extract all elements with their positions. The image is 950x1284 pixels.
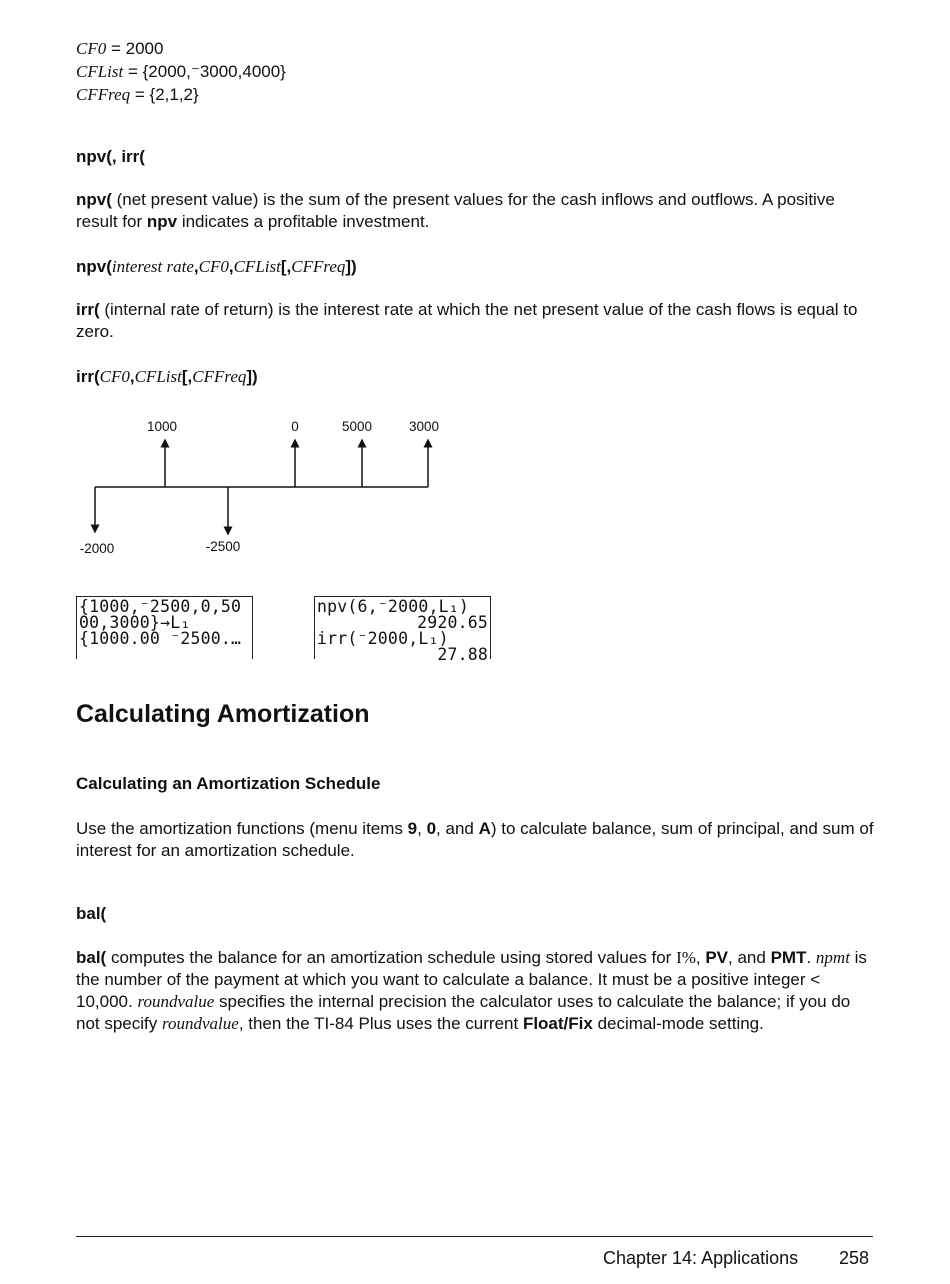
bal-text-7: , then the TI-84 Plus uses the current [238, 1014, 523, 1033]
cf0-definition [76, 38, 163, 60]
amortization-schedule-heading: Calculating an Amortization Schedule [76, 774, 381, 793]
irr-text: (internal rate of return) is the interest rate at which the net present value of the cash flows is equal to zero. [76, 300, 858, 341]
menu-key-0: 0 [426, 819, 437, 838]
cflist-definition [76, 61, 286, 83]
screen2-line-1: npv(6,⁻2000,L₁) [317, 597, 470, 616]
npv-arg-cflist: CFList [233, 257, 281, 276]
npv-comma-1: , [193, 257, 199, 276]
bal-roundvalue-2: roundvalue [162, 1014, 239, 1033]
npv-arg-rate: interest rate [111, 257, 194, 276]
irr-syntax-fn: irr( [76, 367, 100, 386]
bal-text-5: is the number of the payment at which you want to calculate a balance. It must be a positive integer < 10,000. [76, 948, 867, 1011]
irr-bracket-open: [, [181, 367, 193, 386]
label-1000: 1000 [146, 419, 178, 434]
npv-arg-cf0: CF0 [198, 257, 229, 276]
npv-description [76, 189, 876, 233]
bal-description [76, 947, 876, 1035]
label-0: 0 [291, 419, 299, 434]
bal-ipct: I% [676, 948, 696, 967]
bal-text-1: computes the balance for an amortization schedule using stored values for [106, 948, 677, 967]
irr-lead: irr( [76, 300, 100, 319]
bal-roundvalue-1: roundvalue [137, 992, 215, 1011]
screen2-line-4: 27.88 [437, 645, 488, 664]
irr-arg-cflist: CFList [134, 367, 182, 386]
footer-page-number: 258 [839, 1248, 870, 1268]
irr-close: ]) [246, 367, 258, 386]
bal-floatfix: Float/Fix [522, 1014, 593, 1033]
npv-text-1: (net present value) is the sum of the present values for the cash inflows and outflows. A positive result for [76, 190, 835, 231]
bal-lead: bal( [76, 948, 107, 967]
npv-irr-heading: npv(, irr( [76, 147, 145, 166]
calculator-screen-npv-irr [314, 596, 491, 664]
label-3000: 3000 [408, 419, 440, 434]
irr-description [76, 299, 876, 343]
label-5000: 5000 [341, 419, 373, 434]
bal-text-3: , and [728, 948, 771, 967]
amortization-heading: Calculating Amortization [76, 700, 370, 728]
screen1-line-1: {1000,⁻2500,0,50 [79, 597, 242, 616]
bal-pmt: PMT [770, 948, 807, 967]
schedule-text-2: , [417, 819, 427, 838]
npv-close: ]) [345, 257, 357, 276]
menu-key-a: A [478, 819, 491, 838]
cffreq-var: CFFreq [76, 85, 131, 104]
schedule-text-4: ) to calculate balance, sum of principal, and sum of interest for an amortization schedule. [76, 819, 874, 860]
screen1-line-2: 00,3000}→L₁ [79, 613, 191, 632]
bal-text-6: specifies the internal precision the calculator uses to calculate the balance; if you do not specify [76, 992, 851, 1033]
npv-syntax-fn: npv( [76, 257, 112, 276]
footer-rule [76, 1236, 873, 1237]
npv-comma-2: , [228, 257, 234, 276]
npv-arg-cffreq: CFFreq [291, 257, 346, 276]
npv-syntax [76, 256, 357, 278]
cf0-value: = 2000 [106, 39, 164, 58]
menu-key-9: 9 [407, 819, 418, 838]
label-neg-2000: -2000 [79, 541, 115, 556]
bal-heading: bal( [76, 904, 107, 923]
cflist-value: = {2000,⁻3000,4000} [123, 62, 286, 81]
footer-chapter: Chapter 14: Applications [603, 1248, 799, 1268]
bal-text-4: . [806, 948, 816, 967]
npv-text-2: indicates a profitable investment. [177, 212, 430, 231]
amortization-description [76, 818, 876, 862]
bal-text-2: , [695, 948, 706, 967]
schedule-text-1: Use the amortization functions (menu items [76, 819, 408, 838]
schedule-text-3: , and [436, 819, 479, 838]
irr-syntax [76, 366, 258, 388]
screen2-line-3: irr(⁻2000,L₁) [317, 629, 449, 648]
irr-arg-cf0: CF0 [99, 367, 130, 386]
npv-lead: npv( [76, 190, 112, 209]
cf0-var: CF0 [76, 39, 107, 58]
cffreq-definition [76, 84, 199, 106]
label-neg-2500: -2500 [205, 539, 241, 554]
bal-text-8: decimal-mode setting. [592, 1014, 764, 1033]
npv-word: npv [146, 212, 178, 231]
cflist-var: CFList [76, 62, 124, 81]
irr-comma-1: , [129, 367, 135, 386]
bal-pv: PV [705, 948, 729, 967]
npv-bracket-open: [, [280, 257, 292, 276]
irr-arg-cffreq: CFFreq [192, 367, 247, 386]
bal-npmt: npmt [815, 948, 850, 967]
calculator-screen-list-entry [76, 596, 253, 659]
screen1-line-3: {1000.00 ⁻2500.… [79, 629, 242, 648]
cffreq-value: = {2,1,2} [130, 85, 199, 104]
screen2-line-2: 2920.65 [417, 613, 488, 632]
cashflow-diagram [0, 410, 480, 570]
